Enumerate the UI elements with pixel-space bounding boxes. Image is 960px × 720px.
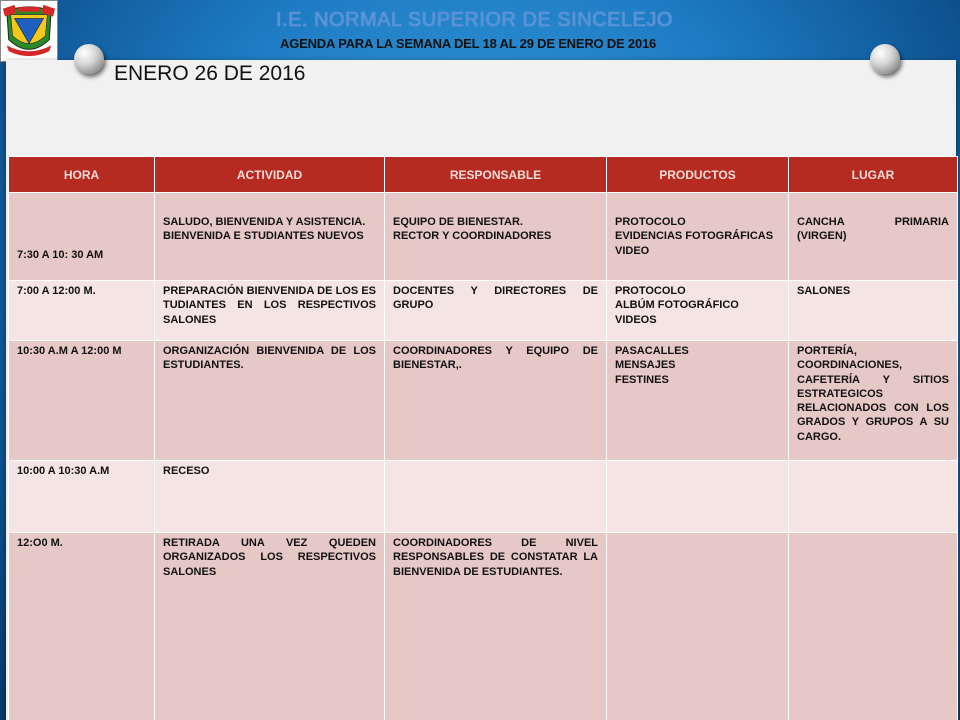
- cell-productos: [607, 461, 789, 533]
- header-productos: PRODUCTOS: [607, 157, 789, 193]
- table-row: [9, 281, 958, 341]
- table-header-row: [9, 157, 958, 193]
- cell-responsable: COORDINADORES DE NIVEL RESPONSABLES DE CONSTATAR LA BIENVENIDA DE ESTUDIANTES.: [385, 533, 607, 720]
- cell-lugar: CANCHA PRIMARIA (VIRGEN): [789, 193, 958, 281]
- cell-responsable: [385, 461, 607, 533]
- cell-productos: [607, 533, 789, 720]
- cell-lugar: [789, 461, 958, 533]
- cell-lugar: SALONES: [789, 281, 958, 341]
- table-row: [9, 533, 958, 720]
- cell-actividad: RECESO: [155, 461, 385, 533]
- table-row: [9, 193, 958, 281]
- cell-responsable: EQUIPO DE BIENESTAR. RECTOR Y COORDINADORES: [385, 193, 607, 281]
- cell-hora: 10:30 A.M A 12:00 M: [9, 341, 155, 461]
- cell-actividad: PREPARACIÓN BIENVENIDA DE LOS ES TUDIANTES EN LOS RESPECTIVOS SALONES: [155, 281, 385, 341]
- cell-hora: 12:O0 M.: [9, 533, 155, 720]
- cell-hora: 7:30 A 10: 30 AM: [9, 193, 155, 281]
- school-title: I.E. NORMAL SUPERIOR DE SINCELEJO: [276, 9, 673, 31]
- cell-responsable: DOCENTES Y DIRECTORES DE GRUPO: [385, 281, 607, 341]
- header-hora: HORA: [9, 157, 155, 193]
- header-actividad: ACTIVIDAD: [155, 157, 385, 193]
- cell-hora: 10:00 A 10:30 A.M: [9, 461, 155, 533]
- cell-productos: PROTOCOLO ALBÚM FOTOGRÁFICO VIDEOS: [607, 281, 789, 341]
- cell-responsable: COORDINADORES Y EQUIPO DE BIENESTAR,.: [385, 341, 607, 461]
- agenda-subtitle: AGENDA PARA LA SEMANA DEL 18 AL 29 DE ENERO DE 2016: [280, 36, 657, 51]
- cell-actividad: SALUDO, BIENVENIDA Y ASISTENCIA. BIENVENIDA E STUDIANTES NUEVOS: [155, 193, 385, 281]
- agenda-table: [8, 156, 958, 720]
- cell-productos: PROTOCOLO EVIDENCIAS FOTOGRÁFICAS VIDEO: [607, 193, 789, 281]
- agenda-paper: [6, 60, 956, 720]
- cell-actividad: ORGANIZACIÓN BIENVENIDA DE LOS ESTUDIANTES.: [155, 341, 385, 461]
- school-crest-icon: [1, 1, 57, 61]
- header-responsable: RESPONSABLE: [385, 157, 607, 193]
- header-lugar: LUGAR: [789, 157, 958, 193]
- table-row: [9, 461, 958, 533]
- cell-actividad: RETIRADA UNA VEZ QUEDEN ORGANIZADOS LOS RESPECTIVOS SALONES: [155, 533, 385, 720]
- date-heading: ENERO 26 DE 2016: [114, 62, 306, 85]
- pushpin-icon: [870, 44, 900, 74]
- cell-hora: 7:00 A 12:00 M.: [9, 281, 155, 341]
- pushpin-icon: [74, 44, 104, 74]
- cell-lugar: PORTERÍA, COORDINACIONES, CAFETERÍA Y SITIOS ESTRATEGICOS RELACIONADOS CON LOS GRADOS Y GRUPOS A SU CARGO.: [789, 341, 958, 461]
- school-logo: [0, 0, 58, 62]
- cell-lugar: [789, 533, 958, 720]
- cell-productos: PASACALLES MENSAJES FESTINES: [607, 341, 789, 461]
- table-row: [9, 341, 958, 461]
